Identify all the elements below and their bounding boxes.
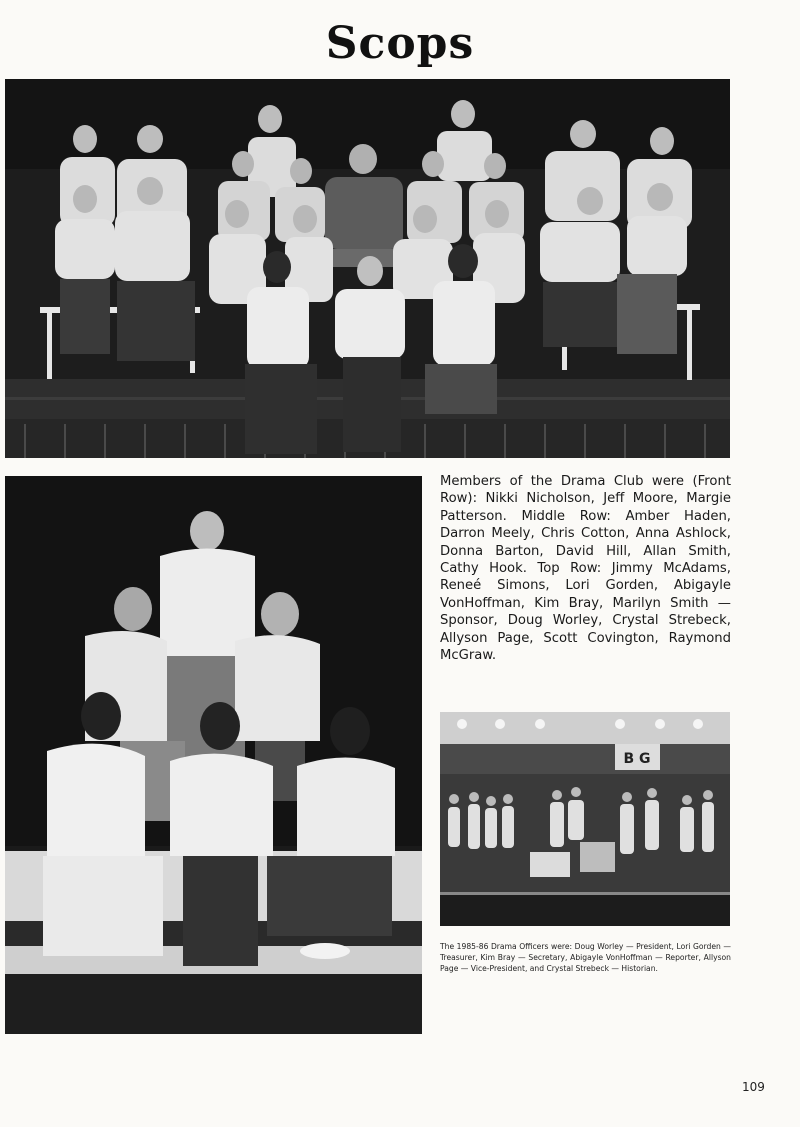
page-title: Scops bbox=[325, 18, 475, 69]
page-number: 109 bbox=[742, 1080, 765, 1094]
drama-club-members-caption: Members of the Drama Club were (Front Row): Nikki Nicholson, Jeff Moore, Margie Patterson. Middle Row: Amber Haden, Darron Meely, Chris Cotton, Anna Ashlock, Donna Barton, David Hill, Allan Smith, Cathy Hook. Top Row: Jimmy McAdams, Reneé Simons, Lori Gorden, Abigayle VonHoffman, Kim Bray, Marilyn Smith — Sponsor, Doug Worley, Crystal Strebeck, Allyson Page, Scott Covington, Raymond McGraw. bbox=[440, 474, 731, 664]
drama-officers-caption: The 1985-86 Drama Officers were: Doug Worley — President, Lori Gorden — Treasurer, Kim Bray — Secretary, Abigayle VonHoffman — Reporter, Allyson Page — Vice-President, and Crystal Strebeck — Historian. bbox=[440, 942, 731, 974]
drama-club-group-photo bbox=[5, 79, 730, 458]
stage-rehearsal-photo bbox=[440, 712, 730, 926]
drama-officers-photo bbox=[5, 476, 422, 1034]
stage-sign-letters: B G bbox=[623, 751, 651, 767]
